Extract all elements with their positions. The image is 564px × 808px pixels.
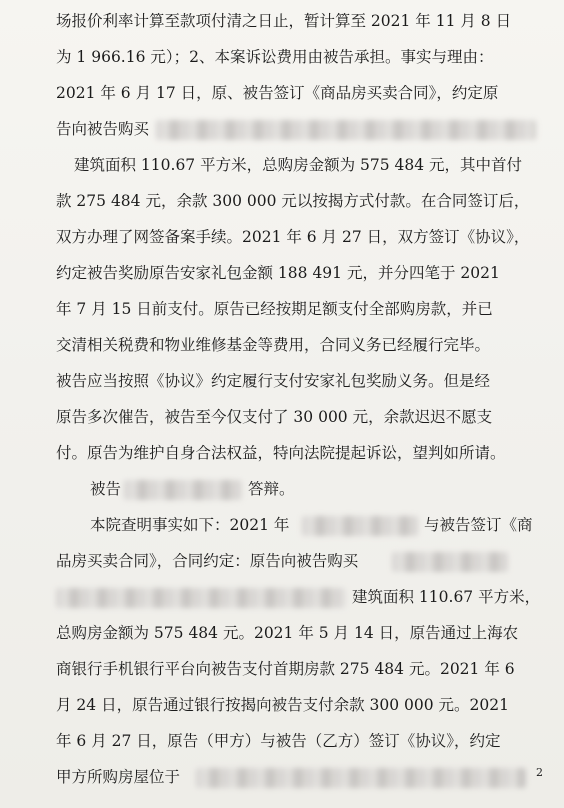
redacted-text [156, 120, 536, 140]
text-line [0, 184, 564, 218]
text-line [0, 256, 564, 290]
line-text: 答辩。 [248, 480, 295, 498]
text-line [0, 148, 564, 182]
text-line [0, 4, 564, 38]
line-text: 为 1 966.16 元）；2、本案诉讼费用由被告承担。事实与理由： [56, 48, 494, 66]
text-line [0, 112, 564, 146]
text-line [0, 616, 564, 650]
page-number: 2 [536, 766, 543, 779]
text-line [0, 652, 564, 686]
text-line [0, 580, 564, 614]
line-text: 付。原告为维护自身合法权益，特向法院提起诉讼，望判如所请。 [56, 444, 506, 462]
text-line [0, 400, 564, 434]
line-text: 总购房金额为 575 484 元。2021 年 5 月 14 日，原告通过上海农 [56, 624, 519, 642]
line-text: 建筑面积 110.67 平方米， [352, 588, 541, 606]
text-line [0, 364, 564, 398]
line-text: 告向被告购买 [56, 120, 150, 138]
line-text: 与被告签订《商 [424, 516, 533, 534]
text-line [0, 76, 564, 110]
text-line [0, 508, 564, 542]
text-line [0, 328, 564, 362]
text-line [0, 472, 564, 506]
redacted-text [392, 552, 508, 572]
line-text: 甲方所购房屋位于 [56, 768, 181, 786]
redacted-text [196, 768, 526, 788]
line-text: 场报价利率计算至款项付清之日止，暂计算至 2021 年 11 月 8 日 [56, 12, 512, 30]
line-text: 约定被告奖励原告安家礼包金额 188 491 元，并分四笔于 2021 [56, 264, 500, 282]
text-line [0, 40, 564, 74]
line-text: 品房买卖合同》，合同约定：原告向被告购买 [56, 552, 359, 570]
text-line [0, 544, 564, 578]
text-line [0, 688, 564, 722]
line-text: 被告 [90, 480, 122, 498]
line-text: 商银行手机银行平台向被告支付首期房款 275 484 元。2021 年 6 [56, 660, 515, 678]
text-line [0, 292, 564, 326]
text-line [0, 436, 564, 470]
redacted-text [124, 480, 242, 500]
line-text: 原告多次催告，被告至今仅支付了 30 000 元，余款迟迟不愿支 [56, 408, 493, 426]
line-text: 月 24 日，原告通过银行按揭向被告支付余款 300 000 元。2021 [56, 696, 509, 714]
text-line [0, 220, 564, 254]
line-text: 年 6 月 27 日，原告（甲方）与被告（乙方）签订《协议》，约定 [56, 732, 501, 750]
line-text: 双方办理了网签备案手续。2021 年 6 月 27 日，双方签订《协议》， [56, 228, 530, 246]
text-line [0, 724, 564, 758]
redacted-text [56, 588, 346, 608]
line-text: 交清相关税费和物业维修基金等费用，合同义务已经履行完毕。 [56, 336, 491, 354]
line-text: 款 275 484 元，余款 300 000 元以按揭方式付款。在合同签订后， [56, 192, 530, 210]
text-line [0, 760, 564, 794]
line-text: 2021 年 6 月 17 日，原、被告签订《商品房买卖合同》，约定原 [56, 84, 499, 102]
line-text: 本院查明事实如下：2021 年 [90, 516, 290, 534]
line-text: 建筑面积 110.67 平方米，总购房金额为 575 484 元，其中首付 [74, 156, 523, 174]
line-text: 年 7 月 15 日前支付。原告已经按期足额支付全部购房款，并已 [56, 300, 493, 318]
line-text: 被告应当按照《协议》约定履行支付安家礼包奖励义务。但是经 [56, 372, 491, 390]
redacted-text [302, 516, 418, 536]
